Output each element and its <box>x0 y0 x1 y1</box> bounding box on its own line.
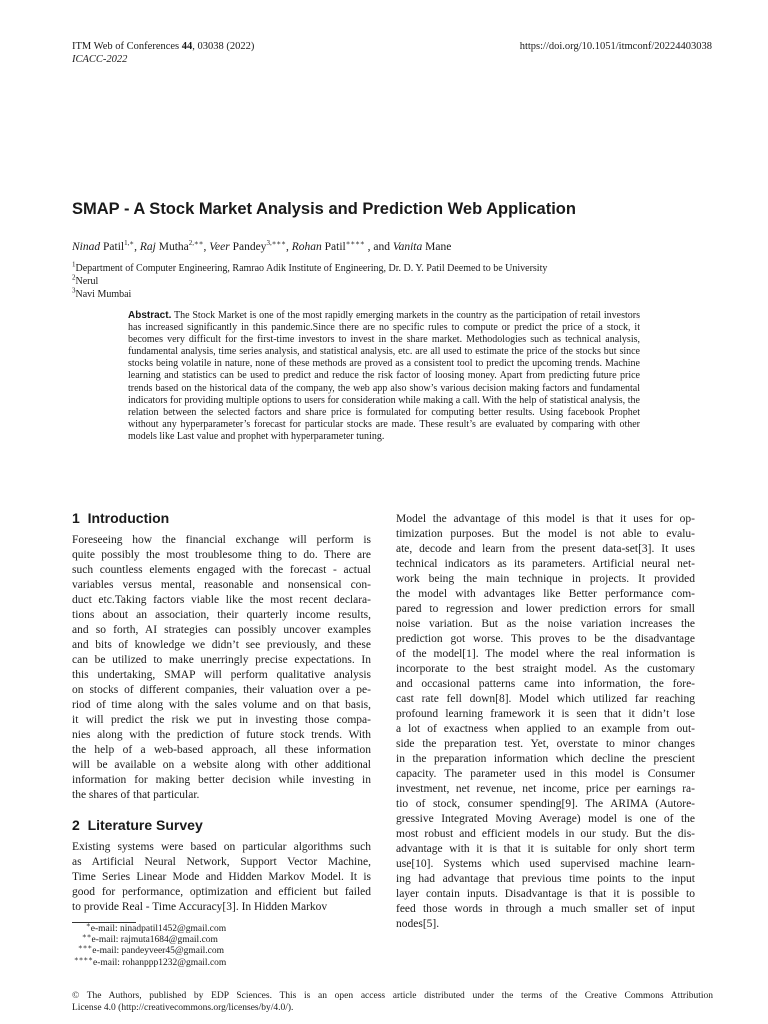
author-first-name: Vanita <box>392 241 423 253</box>
abstract-text: The Stock Market is one of the most rapidly emerging markets in the country as the participation of retail investors has increased significantly in this pandemic.Since there are no specific rules to compute or predict the price of a stock, it becomes very difficult for the first-time investors to invest in the share market. Methodologies such as technical analysis, fundamental analysis, time series analysis, and statistical analysis, etc. are all used to estimate the price of the stocks but since stocks being volatile in nature, none of these methods are proved as a consistent tool to predict the upcoming trends. Machine learning and statistics can be used to predict and reduce the risk factor of loosing money. Apart from predicting future price trends based on the historical data of the company, the web app also show’s various decision making factors and fundamental indicators for providing multiple options to users for consideration while making a call. With the help of statistical analysis, the relation between the selected factors and share price is formulated for computing better results. Using facebook Prophet without any hyperparameter’s forecast for particular stocks are made. These result’s are evaluated by comparing with other models like Last value and prophet with hyperparameter tuning. <box>128 310 640 442</box>
footnote-mark: ∗∗∗∗ <box>74 954 94 963</box>
text-line: information for making better decision while investing in <box>72 774 371 786</box>
text-line: of the model[1]. The model where the real information is <box>396 648 695 660</box>
text-line: the model with advantages like Better performance com- <box>396 588 695 600</box>
text-line: Foreseeing how the financial exchange will perform is <box>72 534 371 546</box>
text-line: to provide Real - Time Accuracy[3]. In Hidden Markov <box>72 901 328 913</box>
text-line: as Artificial Neural Network, Support Vector Machine, <box>72 856 371 868</box>
text-line: such countless elements engaged with the forecast - actual <box>72 564 371 576</box>
footnote-email: e-mail: ninadpatil1452@gmail.com <box>90 924 227 934</box>
text-line: the shares of that particular. <box>72 789 200 801</box>
affiliation-mark: 3 <box>72 286 76 295</box>
text-line: good for performance, optimization and efficient but failed <box>72 886 371 898</box>
affiliation-text: Department of Computer Engineering, Ramrao Adik Institute of Engineering, Dr. D. Y. Patil Deemed to be University <box>75 263 548 274</box>
author-mark: 3,∗∗∗ <box>266 239 286 248</box>
footnote <box>72 943 226 957</box>
section-heading-literature-survey <box>72 817 203 833</box>
text-line: capacity. The parameter used in this model is Consumer <box>396 768 695 780</box>
text-line: tio of stock, consumer spending[9]. The ARIMA (Autore- <box>396 798 695 810</box>
journal-citation <box>72 40 254 53</box>
section-title: Literature Survey <box>87 817 203 833</box>
paper-title: SMAP - A Stock Market Analysis and Prediction Web Application <box>72 200 576 218</box>
author-mark: 1,∗ <box>124 239 135 248</box>
author-last-name: Pandey <box>232 241 267 253</box>
text-line: nies along with the prediction of future stock trends. With <box>72 729 371 741</box>
text-line: use[10]. Systems which used supervised machine learn- <box>396 858 695 870</box>
affiliation <box>72 260 548 275</box>
text-line: noise variation. But as the noise variation increases the <box>396 618 695 630</box>
author-mark: 2,∗∗ <box>188 239 204 248</box>
license-line: © The Authors, published by EDP Sciences. This is an open access article distributed under the terms of the Creative Commons Attribution <box>72 991 713 1001</box>
text-line: investment, net revenue, net income, price per earnings ra- <box>396 783 695 795</box>
text-line: and bits of knowledge we didn’t see previously, and these <box>72 639 371 651</box>
author-last-name: Mutha <box>158 241 189 253</box>
literature-survey-body <box>72 840 371 915</box>
text-line: advantage with it is that it is suitable for only short term <box>396 843 695 855</box>
text-line: tions about an association, their quarterly income results, <box>72 609 371 621</box>
text-line: and so forth, AI strategies can possibly uncover examples <box>72 624 371 636</box>
text-line: feed those words in through a much smaller set of input <box>396 903 695 915</box>
text-line: quite possibly the most troublesome thing to do. There are <box>72 549 371 561</box>
text-line: incorporate to the best straight model. As the customary <box>396 663 695 675</box>
footnotes <box>72 920 227 969</box>
text-line: Existing systems were based on particular algorithms such <box>72 841 371 853</box>
text-line: ing had advantage that previous time points to the input <box>396 873 695 885</box>
text-line: and occasional patterns came into information, the fore- <box>396 678 695 690</box>
affiliation-text: Navi Mumbai <box>75 289 132 300</box>
author-separator: , <box>134 241 140 253</box>
text-line: cast rate fell down[8]. Model which utilized far reaching <box>396 693 695 705</box>
author-last-name: Patil <box>324 241 346 253</box>
footnote-email: e-mail: pandeyveer45@gmail.com <box>92 946 224 957</box>
author-list <box>72 241 451 253</box>
text-line: technical indicators as its parameters. Artificial neural net- <box>396 558 695 570</box>
footnote-email: e-mail: rohanppp1232@gmail.com <box>93 957 227 968</box>
author-first-name: Rohan <box>291 241 322 253</box>
text-line: duct etc.Taking factors viable like the most recent declara- <box>72 594 371 606</box>
affiliation-text: Nerul <box>75 276 99 287</box>
footnote-mark: ∗∗∗ <box>78 943 93 952</box>
section-heading-introduction <box>72 510 169 526</box>
abstract-label: Abstract. <box>128 310 172 321</box>
text-line: riod of time along with the sales volume and on that basis, <box>72 699 371 711</box>
text-line: a lot of exactness when applied to an example from out- <box>396 723 695 735</box>
text-line: this undertaking, SMAP will perform qualitative analysis <box>72 669 371 681</box>
text-line: the help of a web-based approach, all these information <box>72 744 371 756</box>
abstract <box>128 310 640 443</box>
footnote <box>72 920 227 935</box>
text-line: prediction got worse. This proves to be the disadvantage <box>396 633 695 645</box>
text-line: Time Series Linear Mode and Hidden Markov Model. It is <box>72 871 371 883</box>
conference-name: ICACC-2022 <box>72 54 128 65</box>
text-line: Model the advantage of this model is that it uses for op- <box>396 513 695 525</box>
text-line: will be available on a website along with other additional <box>72 759 371 771</box>
author-separator: , <box>203 241 210 253</box>
license-footer <box>72 990 713 1014</box>
doi-link[interactable]: https://doi.org/10.1051/itmconf/20224403038 <box>519 41 712 52</box>
section-number: 2 <box>72 817 80 833</box>
footnote-mark: ∗∗ <box>82 932 92 941</box>
author-separator: , <box>285 241 292 253</box>
footnote-email: e-mail: rajmuta1684@gmail.com <box>91 935 218 946</box>
right-column-body <box>396 512 695 932</box>
footnote <box>72 954 227 969</box>
text-line: timization purposes. But the model is not able to evalu- <box>396 528 695 540</box>
footnote-rule <box>72 922 136 923</box>
text-line: side the preparation test. Yet, overstate to minor changes <box>396 738 695 750</box>
affiliation-mark: 1 <box>72 260 76 269</box>
text-line: profound learning framework it is seen that it didn’t lose <box>396 708 695 720</box>
section-title: Introduction <box>87 510 170 526</box>
footnote-mark: ∗ <box>86 920 91 929</box>
text-line: ate, decode and learn from the present data-set[3]. It uses <box>396 543 695 555</box>
affiliation-mark: 2 <box>72 273 76 282</box>
text-line: nodes[5]. <box>396 918 440 930</box>
author-first-name: Raj <box>139 241 156 253</box>
article-number: , 03038 (2022) <box>192 41 255 52</box>
author-last-name: Patil <box>103 241 125 253</box>
text-line: can be utilized to make unerringly precise expectations. In <box>72 654 371 666</box>
introduction-body <box>72 533 371 803</box>
text-line: gressive Integrated Moving Average) model is one of the <box>396 813 695 825</box>
running-header-left <box>72 40 254 66</box>
author-last-name: Mane <box>425 241 452 253</box>
text-line: pared to regression and lower prediction errors for small <box>396 603 695 615</box>
text-line: on stocks of different companies, their valuation over a pe- <box>72 684 371 696</box>
author-separator: , and <box>364 241 393 253</box>
journal-volume: 44 <box>181 41 193 52</box>
license-link[interactable]: License 4.0 (http://creativecommons.org/licenses/by/4.0/). <box>72 1003 294 1013</box>
text-line: work being the main technique in projects. It provided <box>396 573 695 585</box>
author-first-name: Ninad <box>72 241 101 253</box>
text-line: it will predict the risk we put in investing those compa- <box>72 714 371 726</box>
text-line: layer contain inputs. Disadvantage is that it is possible to <box>396 888 695 900</box>
text-line: most robust and efficient models in our study. But the dis- <box>396 828 695 840</box>
affiliation <box>72 286 132 301</box>
text-line: in the preparation information which decline the prescient <box>396 753 695 765</box>
author-first-name: Veer <box>209 241 230 253</box>
section-number: 1 <box>72 510 80 526</box>
text-line: variables versus mental, reasonable and nonsensical con- <box>72 579 371 591</box>
journal-name: ITM Web of Conferences <box>72 41 180 52</box>
author-mark: ∗∗∗∗ <box>345 239 365 248</box>
footnote <box>72 932 226 946</box>
